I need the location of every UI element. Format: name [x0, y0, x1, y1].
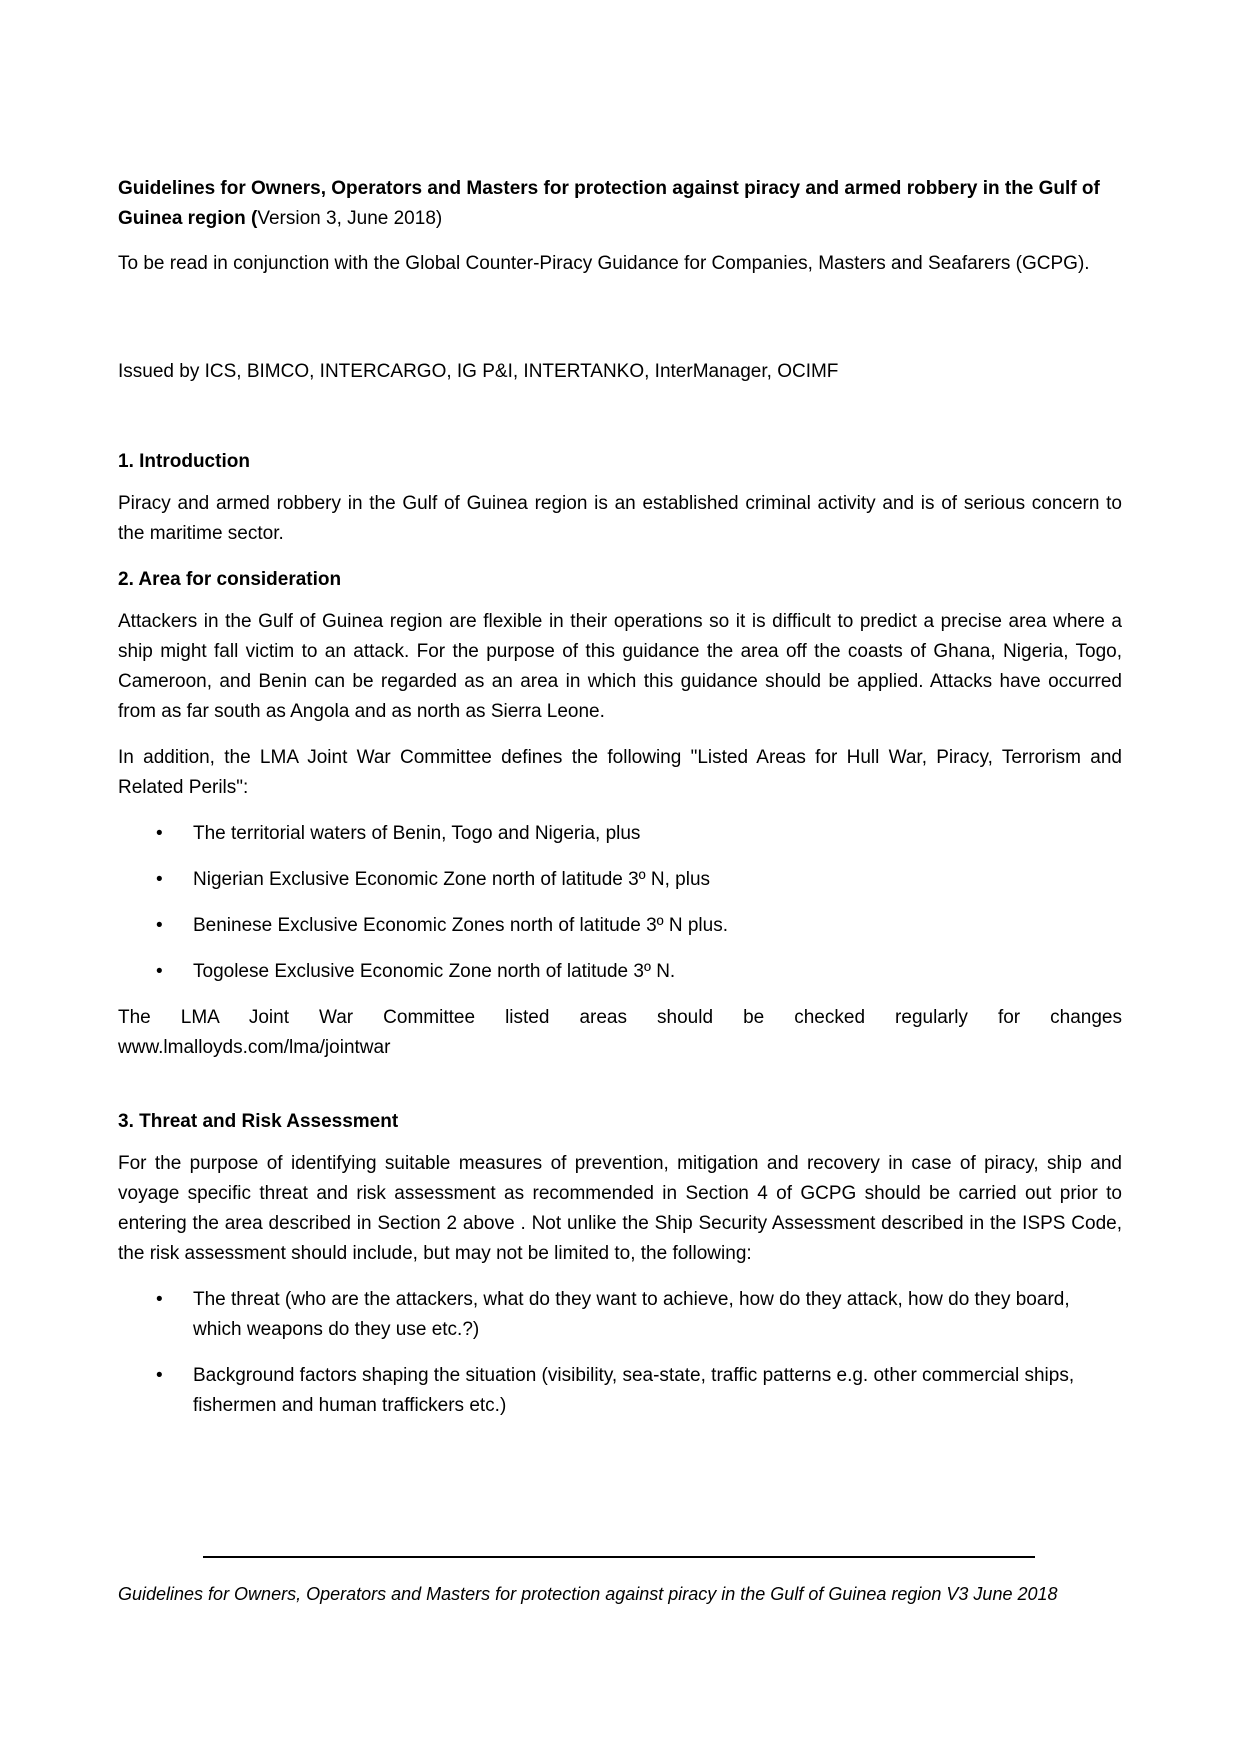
- bullet-icon: •: [156, 823, 163, 844]
- document-body: [118, 174, 1122, 1437]
- section-1-text: Piracy and armed robbery in the Gulf of Guinea region is an established criminal activity and is of serious concern to the maritime sector.: [118, 493, 1122, 544]
- issued-by: Issued by ICS, BIMCO, INTERCARGO, IG P&I, INTERTANKO, InterManager, OCIMF: [118, 361, 839, 382]
- listed-areas-list: [118, 819, 1122, 987]
- section-2-para-1: Attackers in the Gulf of Guinea region are flexible in their operations so it is difficult to predict a precise area where a ship might fall victim to an attack. For the purpose of this guidance the area off the coasts of Ghana, Nigeria, Togo, Cameroon, and Benin can be regarded as an area in which this guidance should be applied. Attacks have occurred from as far south as Angola and as north as Sierra Leone.: [118, 611, 1122, 722]
- list-item: [118, 865, 1122, 895]
- bullet-icon: •: [156, 1289, 163, 1310]
- document-version: Version 3, June 2018): [257, 208, 443, 229]
- bullet-icon: •: [156, 1365, 163, 1386]
- bullet-icon: •: [156, 915, 163, 936]
- bullet-icon: •: [156, 961, 163, 982]
- list-item: [118, 957, 1122, 987]
- section-3-para-1: For the purpose of identifying suitable measures of prevention, mitigation and recovery in case of piracy, ship and voyage specific threat and risk assessment as recommended in Section 4 of GCPG should be carried out prior to entering the area described in Section 2 above . Not unlike the Ship Security Assessment described in the ISPS Code, the risk assessment should include, but may not be limited to, the following:: [118, 1153, 1122, 1264]
- section-1-heading: 1. Introduction: [118, 451, 250, 472]
- section-2-para-3: The LMA Joint War Committee listed areas should be checked regularly for changes: [118, 1007, 1122, 1028]
- footer-divider: [203, 1556, 1035, 1558]
- document-title-bold: Guidelines for Owners, Operators and Masters for protection against piracy and armed robbery in the Gulf of Guinea region (: [118, 178, 1100, 229]
- document-title: [118, 174, 1122, 234]
- list-item-text: Background factors shaping the situation (visibility, sea-state, traffic patterns e.g. other commercial ships, fishermen and human traffickers etc.): [193, 1365, 1075, 1416]
- list-item: [118, 911, 1122, 941]
- section-2-para-2: In addition, the LMA Joint War Committee defines the following "Listed Areas for Hull War, Piracy, Terrorism and Related Perils":: [118, 747, 1122, 798]
- list-item-text: The threat (who are the attackers, what do they want to achieve, how do they attack, how do they board, which weapons do they use etc.?): [193, 1289, 1070, 1340]
- list-item: [118, 1361, 1122, 1421]
- list-item-text: Togolese Exclusive Economic Zone north of latitude 3º N.: [193, 961, 676, 982]
- section-2-heading: 2. Area for consideration: [118, 569, 342, 590]
- risk-assessment-list: [118, 1285, 1122, 1421]
- section-3-heading: 3. Threat and Risk Assessment: [118, 1111, 399, 1132]
- lma-jointwar-link[interactable]: www.lmalloyds.com/lma/jointwar: [118, 1037, 391, 1058]
- list-item-text: The territorial waters of Benin, Togo and Nigeria, plus: [193, 823, 641, 844]
- page-footer: Guidelines for Owners, Operators and Masters for protection against piracy in the Gulf of Guinea region V3 June 2018: [118, 1584, 1058, 1604]
- list-item: [118, 819, 1122, 849]
- list-item: [118, 1285, 1122, 1345]
- bullet-icon: •: [156, 869, 163, 890]
- list-item-text: Beninese Exclusive Economic Zones north of latitude 3º N plus.: [193, 915, 728, 936]
- list-item-text: Nigerian Exclusive Economic Zone north of latitude 3º N, plus: [193, 869, 711, 890]
- read-in-conjunction-note: To be read in conjunction with the Global Counter-Piracy Guidance for Companies, Masters and Seafarers (GCPG).: [118, 253, 1090, 274]
